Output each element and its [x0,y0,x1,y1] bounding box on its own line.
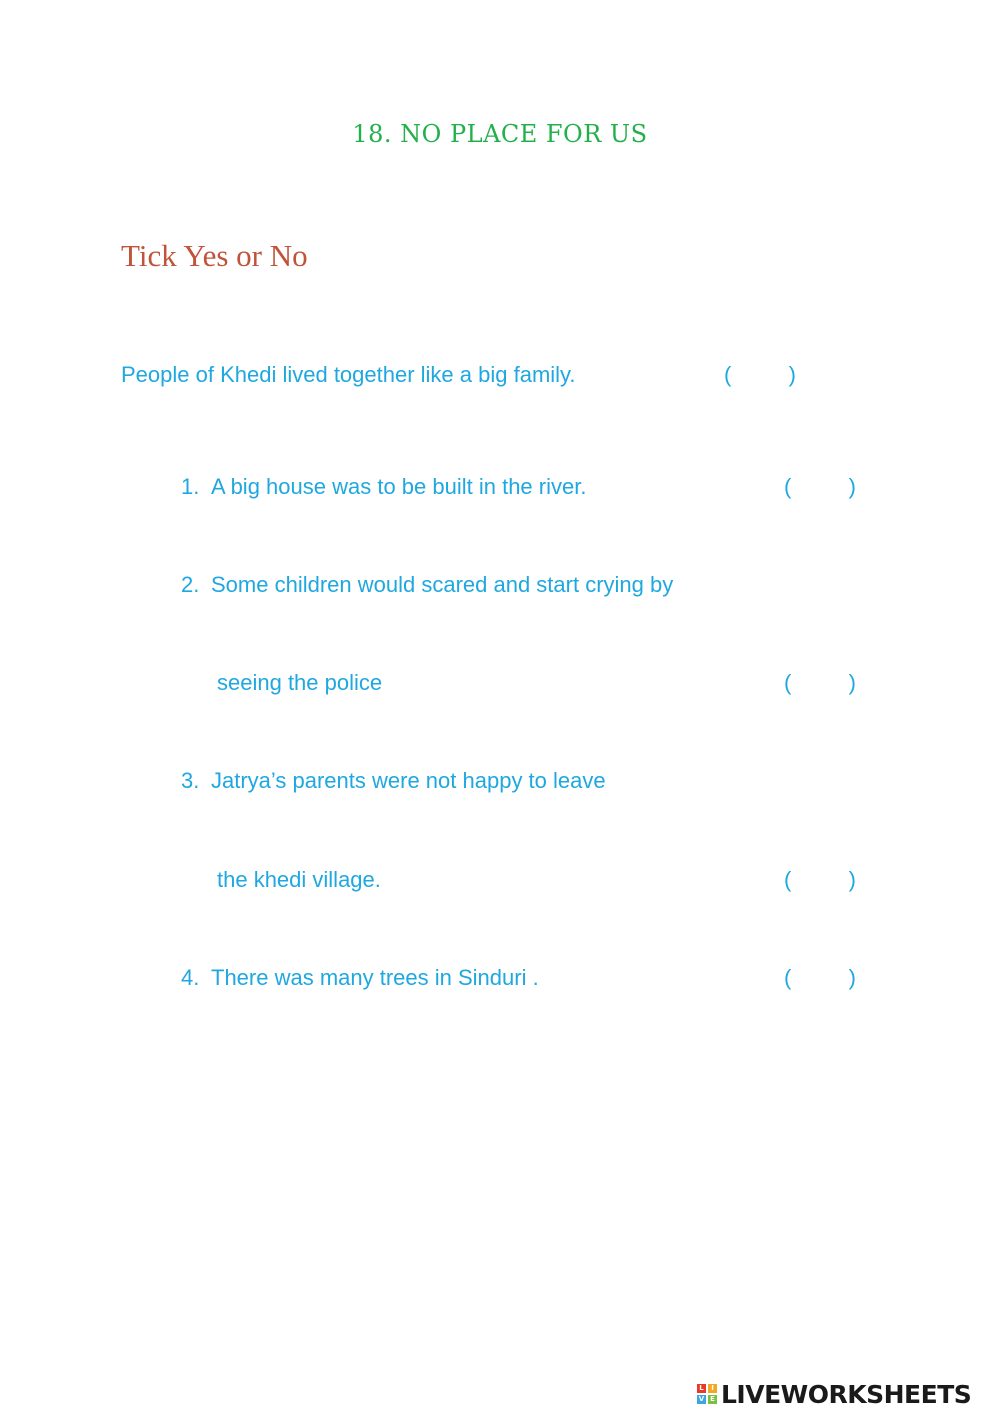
question-2-text-line-1: Some children would scared and start crying by [211,572,674,597]
question-1-text: A big house was to be built in the river. [211,474,587,499]
question-2-answer-box[interactable] [784,670,856,700]
logo-cell-l: L [697,1384,706,1393]
logo-cell-v: V [698,1395,705,1403]
question-4-text: There was many trees in Sinduri . [211,965,539,990]
page-title: 18. NO PLACE FOR US [352,120,648,148]
question-3-text-line-2: the khedi village. [217,867,381,892]
question-3-text-line-1: Jatrya’s parents were not happy to leave [211,768,606,793]
question-2-text-line-2: seeing the police [217,670,383,695]
paren-close: ) [848,867,856,892]
paren-close: ) [848,965,856,990]
paren-close: ) [848,670,856,695]
question-4-answer-box[interactable] [784,965,856,995]
liveworksheets-logo [697,1376,971,1412]
logo-text: LIVEWORKSHEETS [721,1379,972,1409]
example-answer-box[interactable] [724,362,796,392]
question-number: 4. [181,965,200,990]
paren-close: ) [788,362,796,387]
question-number: 3. [181,768,200,793]
paren-close: ) [848,474,856,499]
question-3-answer-box[interactable] [784,867,856,897]
paren-open: ( [784,867,792,892]
paren-open: ( [724,362,732,387]
question-number: 1. [181,474,200,499]
paren-open: ( [784,670,792,695]
question-number: 2. [181,572,200,597]
paren-open: ( [784,474,792,499]
section-heading: Tick Yes or No [121,238,308,273]
liveworksheets-logo-icon [697,1384,717,1404]
example-statement: People of Khedi lived together like a big family. [121,362,576,387]
logo-cell-e: E [708,1395,717,1404]
question-1-answer-box[interactable] [784,474,856,504]
logo-cell-i: I [708,1384,717,1393]
paren-open: ( [784,965,792,990]
